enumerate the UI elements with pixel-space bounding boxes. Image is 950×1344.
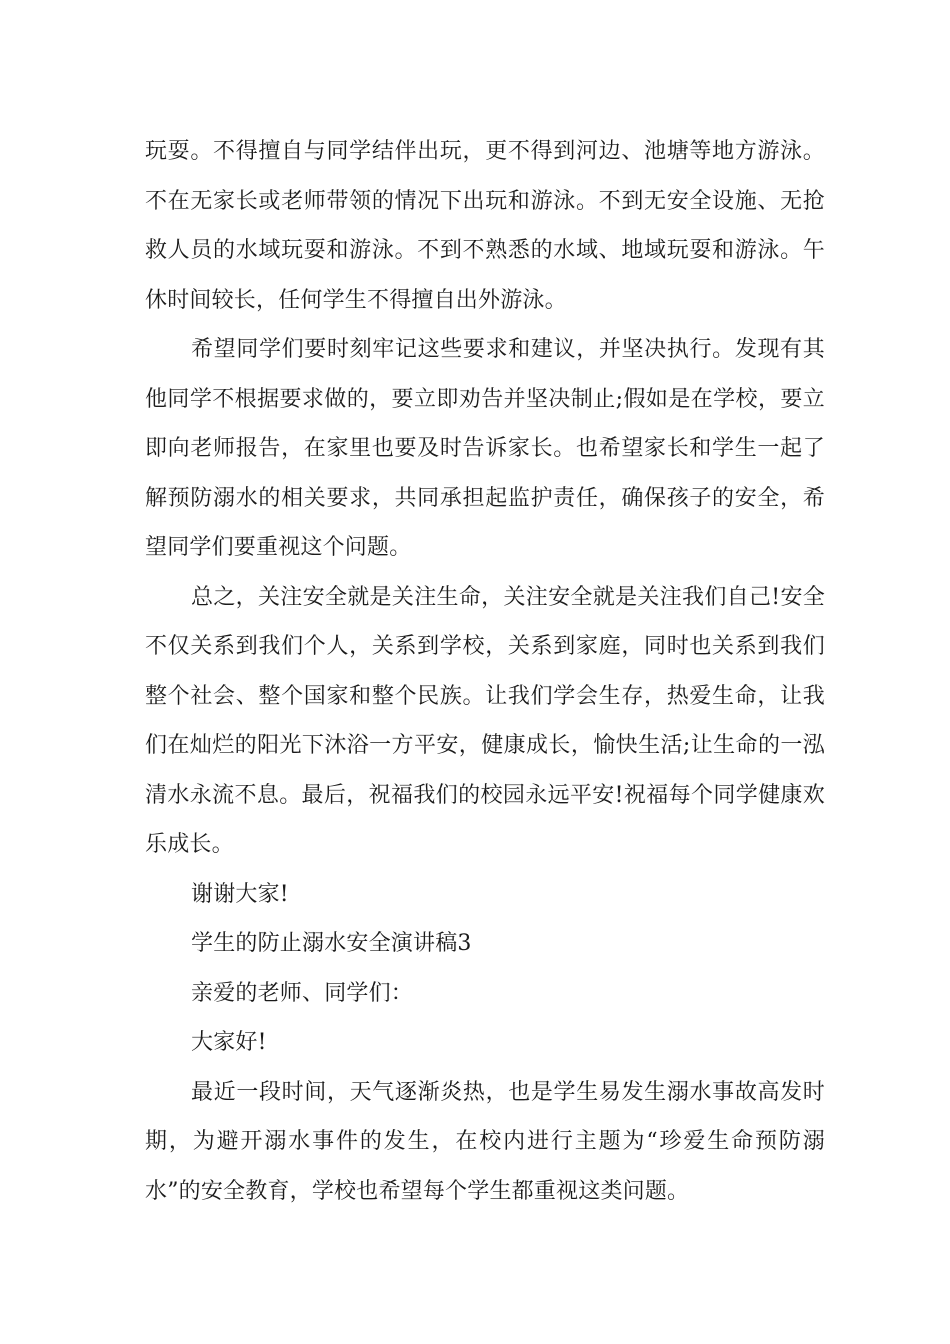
paragraph-continuation: 玩耍。不得擅自与同学结伴出玩，更不得到河边、池塘等地方游泳。不在无家长或老师带领的情况下出玩和游泳。不到无安全设施、无抢救人员的水域玩耍和游泳。不到不熟悉的水域、地域玩耍和游泳。午休时间较长，任何学生不得擅自出外游泳。 <box>145 139 825 313</box>
paragraph-intro: 最近一段时间，天气逐渐炎热，也是学生易发生溺水事故高发时期，为避开溺水事件的发生，在校内进行主题为“珍爱生命预防溺水”的安全教育，学校也希望每个学生都重视这类问题。 <box>145 1079 825 1204</box>
paragraph-conclusion: 总之，关注安全就是关注生命，关注安全就是关注我们自己!安全不仅关系到我们个人，关系到学校，关系到家庭，同时也关系到我们整个社会、整个国家和整个民族。让我们学会生存，热爱生命，让我们在灿烂的阳光下沐浴一方平安，健康成长，愉快生活;让生命的一泓清水永流不息。最后，祝福我们的校园永远平安!祝福每个同学健康欢乐成长。 <box>145 584 825 857</box>
salutation: 亲爱的老师、同学们： <box>191 980 414 1006</box>
paragraph-thanks: 谢谢大家! <box>191 881 289 907</box>
document-body <box>145 127 825 1216</box>
section-title: 学生的防止溺水安全演讲稿3 <box>191 931 472 956</box>
greeting: 大家好! <box>191 1030 267 1055</box>
paragraph-hope: 希望同学们要时刻牢记这些要求和建议，并坚决执行。发现有其他同学不根据要求做的，要立即劝告并坚决制止;假如是在学校，要立即向老师报告，在家里也要及时告诉家长。也希望家长和学生一起了解预防溺水的相关要求，共同承担起监护责任，确保孩子的安全，希望同学们要重视这个问题。 <box>145 337 825 560</box>
